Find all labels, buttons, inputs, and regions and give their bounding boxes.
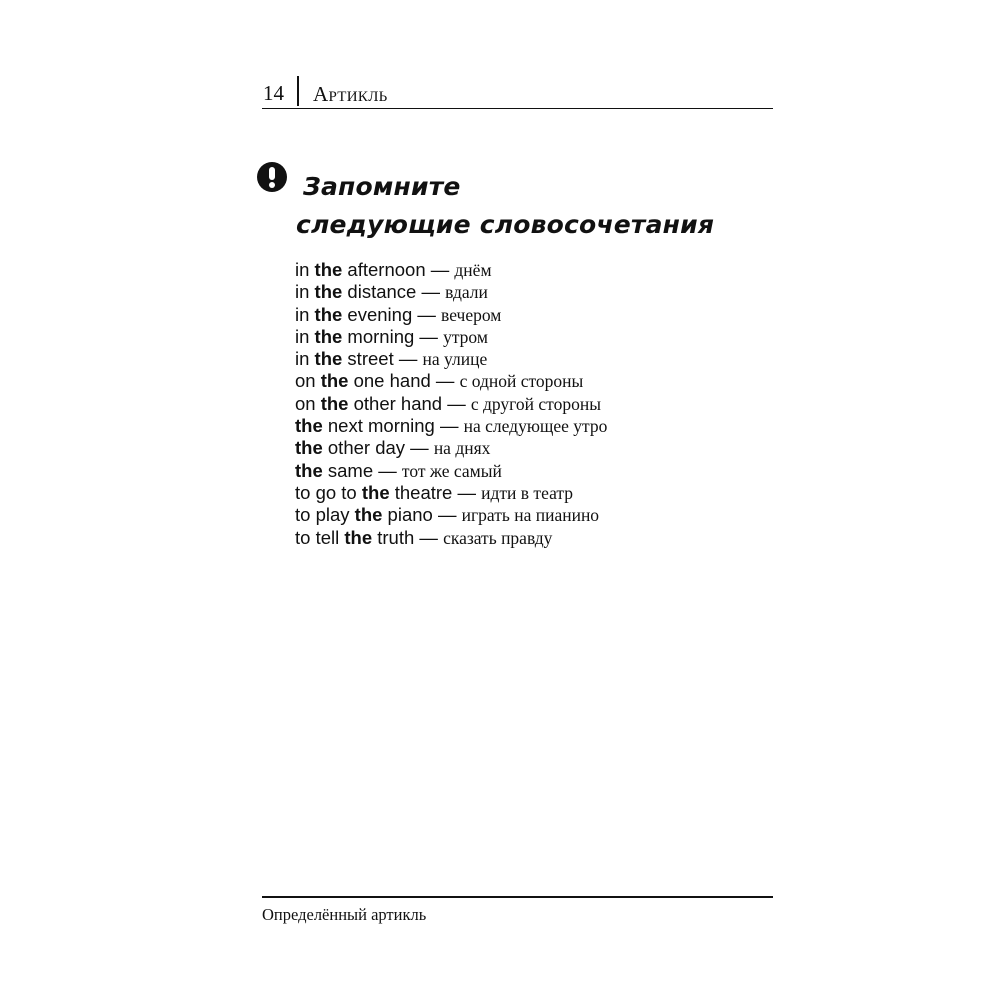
list-item: in the afternoon — днём: [295, 259, 492, 280]
list-item: on the other hand — с другой стороны: [295, 392, 601, 414]
list-item: the other day — на днях: [295, 437, 491, 459]
page-number: 14: [263, 81, 284, 105]
translation: с одной стороны: [459, 371, 584, 392]
list-item: on the one hand — с одной стороны: [295, 370, 584, 392]
translation: на следующее утро: [463, 416, 608, 437]
translation: утром: [443, 326, 488, 347]
article-the: the: [314, 303, 343, 325]
article-the: the: [320, 370, 349, 392]
translation: вечером: [441, 304, 502, 325]
article-the: the: [354, 504, 383, 526]
phrase-list: [295, 259, 607, 549]
translation: идти в театр: [481, 482, 573, 503]
page-header: [262, 76, 773, 109]
list-item: to go to the theatre — идти в театр: [295, 481, 573, 503]
article-the: the: [344, 526, 373, 548]
translation: тот же самый: [401, 460, 502, 481]
translation: с другой стороны: [470, 393, 601, 414]
list-item: the same — тот же самый: [295, 459, 502, 481]
exclamation-circle-icon: [257, 162, 287, 192]
translation: днём: [454, 260, 492, 280]
list-item: the next morning — на следующее утро: [295, 415, 608, 437]
article-the: the: [295, 459, 323, 481]
footer-running-title: Определённый артикль: [262, 905, 427, 924]
translation: вдали: [445, 282, 488, 303]
list-item: in the street — на улице: [295, 348, 488, 370]
article-the: the: [314, 259, 343, 280]
list-item: to tell the truth — сказать правду: [295, 526, 553, 548]
footer-rule: [262, 896, 773, 898]
article-the: the: [295, 415, 323, 437]
translation: сказать правду: [443, 527, 553, 548]
list-item: in the distance — вдали: [295, 281, 488, 303]
translation: на днях: [433, 438, 491, 459]
article-the: the: [314, 325, 343, 347]
article-the: the: [295, 437, 323, 459]
running-title: Артикль: [313, 82, 388, 106]
list-item: in the evening — вечером: [295, 303, 502, 325]
list-item: to play the piano — играть на пианино: [295, 504, 600, 526]
article-the: the: [314, 281, 343, 303]
article-the: the: [361, 481, 390, 503]
article-the: the: [320, 392, 349, 414]
translation: играть на пианино: [461, 505, 600, 526]
callout-heading-line-1: Запомните: [303, 172, 461, 201]
callout-heading: [296, 168, 714, 244]
callout-heading-line-2: следующие словосочетания: [296, 210, 715, 239]
header-divider: [297, 76, 299, 106]
article-the: the: [314, 348, 343, 370]
list-item: in the morning — утром: [295, 325, 488, 347]
translation: на улице: [422, 349, 488, 370]
